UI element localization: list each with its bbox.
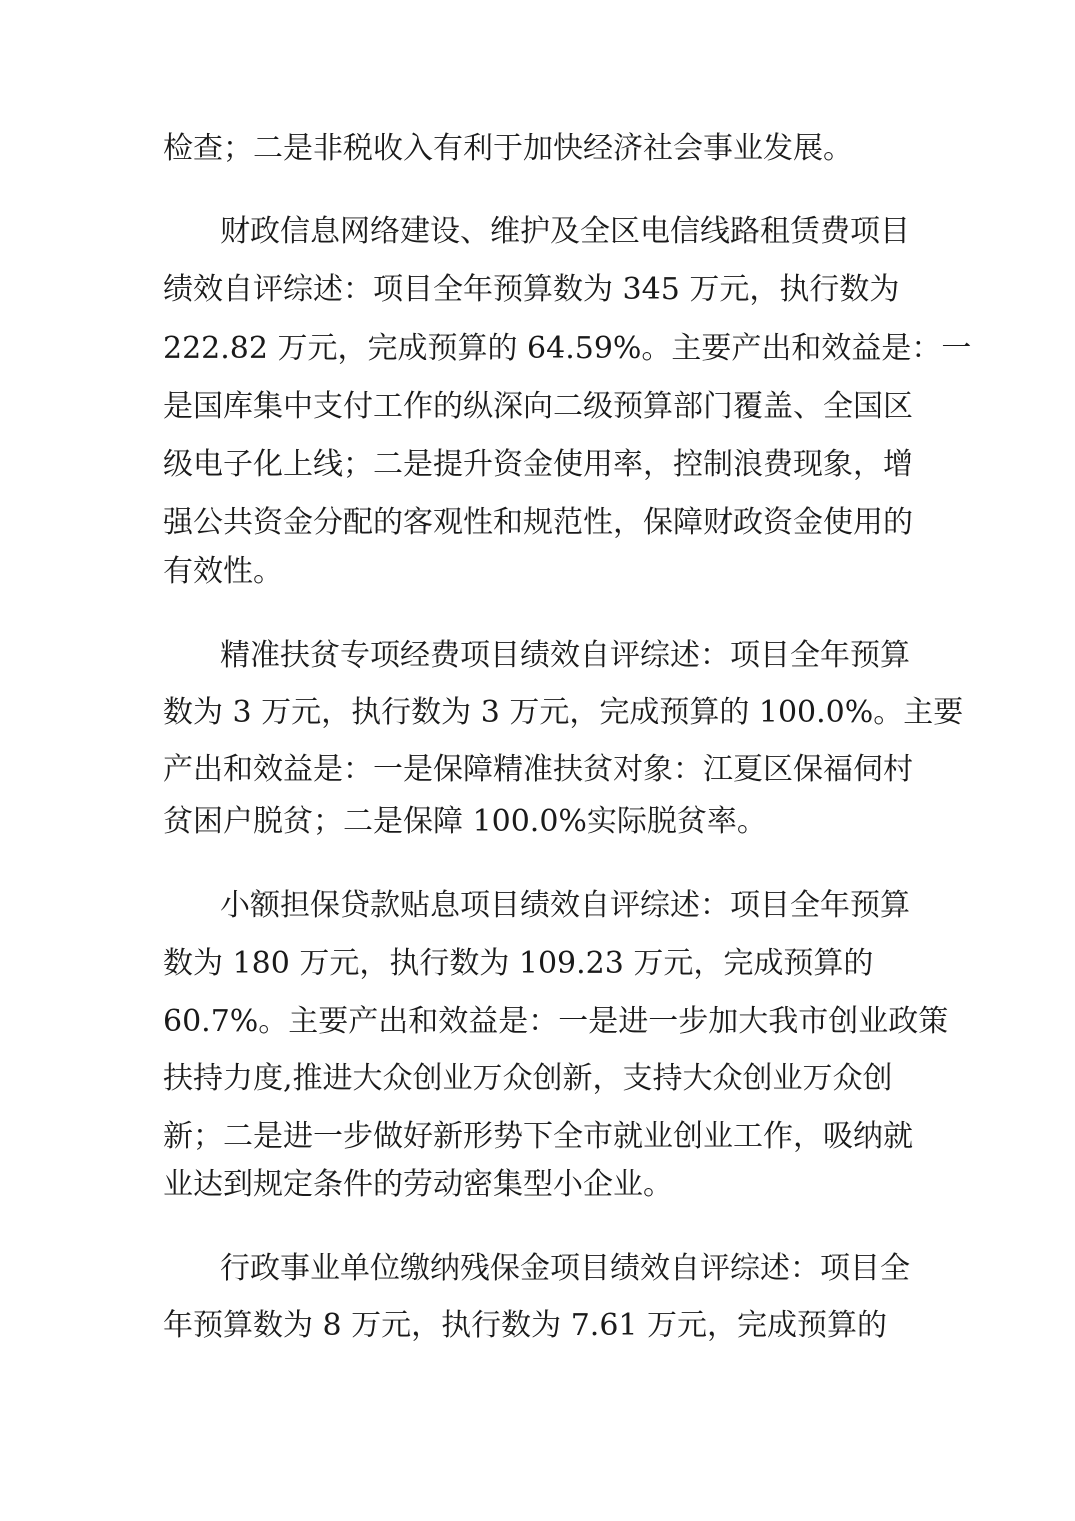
- text-line: 检查；二是非税收入有利于加快经济社会事业发展。: [163, 131, 853, 166]
- text-line: 数为 3 万元，执行数为 3 万元，完成预算的 100.0%。主要: [163, 695, 964, 730]
- text-line: 新；二是进一步做好新形势下全市就业创业工作，吸纳就: [163, 1119, 913, 1154]
- text-line: 贫困户脱贫；二是保障 100.0%实际脱贫率。: [163, 804, 767, 839]
- text-line: 小额担保贷款贴息项目绩效自评综述：项目全年预算: [220, 888, 910, 923]
- text-line: 有效性。: [163, 554, 283, 589]
- text-line: 222.82 万元，完成预算的 64.59%。主要产出和效益是：一: [163, 331, 972, 366]
- text-line: 强公共资金分配的客观性和规范性，保障财政资金使用的: [163, 505, 913, 540]
- text-line: 是国库集中支付工作的纵深向二级预算部门覆盖、全国区: [163, 389, 913, 424]
- text-line: 精准扶贫专项经费项目绩效自评综述：项目全年预算: [220, 638, 910, 673]
- text-line: 60.7%。主要产出和效益是：一是进一步加大我市创业政策: [163, 1004, 949, 1039]
- text-line: 年预算数为 8 万元，执行数为 7.61 万元，完成预算的: [163, 1308, 888, 1343]
- text-line: 业达到规定条件的劳动密集型小企业。: [163, 1167, 673, 1202]
- text-line: 产出和效益是：一是保障精准扶贫对象：江夏区保福伺村: [163, 752, 913, 787]
- text-line: 行政事业单位缴纳残保金项目绩效自评综述：项目全: [220, 1251, 910, 1286]
- text-line: 级电子化上线；二是提升资金使用率，控制浪费现象，增: [163, 447, 913, 482]
- text-line: 财政信息网络建设、维护及全区电信线路租赁费项目: [220, 214, 910, 249]
- text-line: 数为 180 万元，执行数为 109.23 万元，完成预算的: [163, 946, 874, 981]
- text-line: 绩效自评综述：项目全年预算数为 345 万元，执行数为: [163, 272, 900, 307]
- text-line: 扶持力度,推进大众创业万众创新，支持大众创业万众创: [163, 1061, 893, 1096]
